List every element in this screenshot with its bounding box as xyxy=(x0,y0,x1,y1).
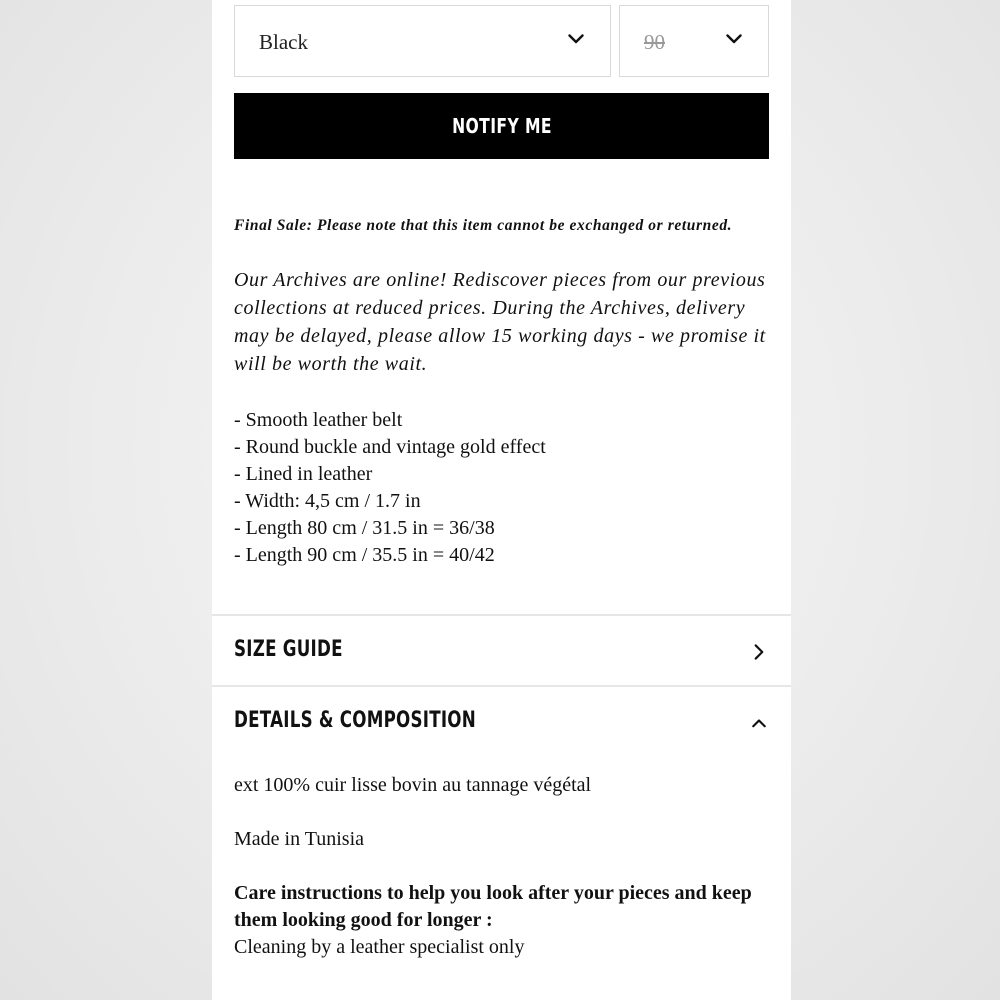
feature-list xyxy=(234,407,774,569)
size-guide-accordion[interactable] xyxy=(234,623,769,679)
size-select-value: 90 xyxy=(644,30,665,54)
size-guide-title: SIZE GUIDE xyxy=(234,637,343,662)
care-instructions xyxy=(234,880,774,961)
feature-item: - Lined in leather xyxy=(234,463,373,485)
archives-notice: Our Archives are online! Rediscover pieces from our previous collections at reduced prices. During the Archives, delivery may be delayed, please allow 15 working days - we promise it will be worth the wait. xyxy=(234,269,766,375)
care-text: Cleaning by a leather specialist only xyxy=(234,936,525,958)
details-composition-title: DETAILS & COMPOSITION xyxy=(234,708,476,733)
notify-me-button[interactable] xyxy=(234,93,769,159)
feature-item: - Length 90 cm / 35.5 in = 40/42 xyxy=(234,544,495,566)
chevron-down-icon xyxy=(726,34,742,44)
feature-item: - Round buckle and vintage gold effect xyxy=(234,436,546,458)
chevron-right-icon xyxy=(749,642,769,662)
notify-me-label: NOTIFY ME xyxy=(451,114,552,138)
final-sale-notice: Final Sale: Please note that this item cannot be exchanged or returned. xyxy=(234,217,733,234)
chevron-up-icon xyxy=(749,713,769,733)
color-select[interactable] xyxy=(234,5,611,77)
divider xyxy=(212,614,791,616)
divider xyxy=(212,685,791,687)
details-composition-accordion[interactable] xyxy=(234,694,769,750)
product-panel xyxy=(212,0,791,1000)
composition-text: ext 100% cuir lisse bovin au tannage végétal xyxy=(234,774,592,796)
chevron-down-icon xyxy=(568,34,584,44)
feature-item: - Width: 4,5 cm / 1.7 in xyxy=(234,490,421,512)
color-select-value: Black xyxy=(259,30,308,54)
feature-item: - Smooth leather belt xyxy=(234,409,403,431)
size-select[interactable] xyxy=(619,5,769,77)
feature-item: - Length 80 cm / 31.5 in = 36/38 xyxy=(234,517,495,539)
origin-text: Made in Tunisia xyxy=(234,828,365,850)
care-heading: Care instructions to help you look after your pieces and keep them looking good for longer : xyxy=(234,882,752,931)
